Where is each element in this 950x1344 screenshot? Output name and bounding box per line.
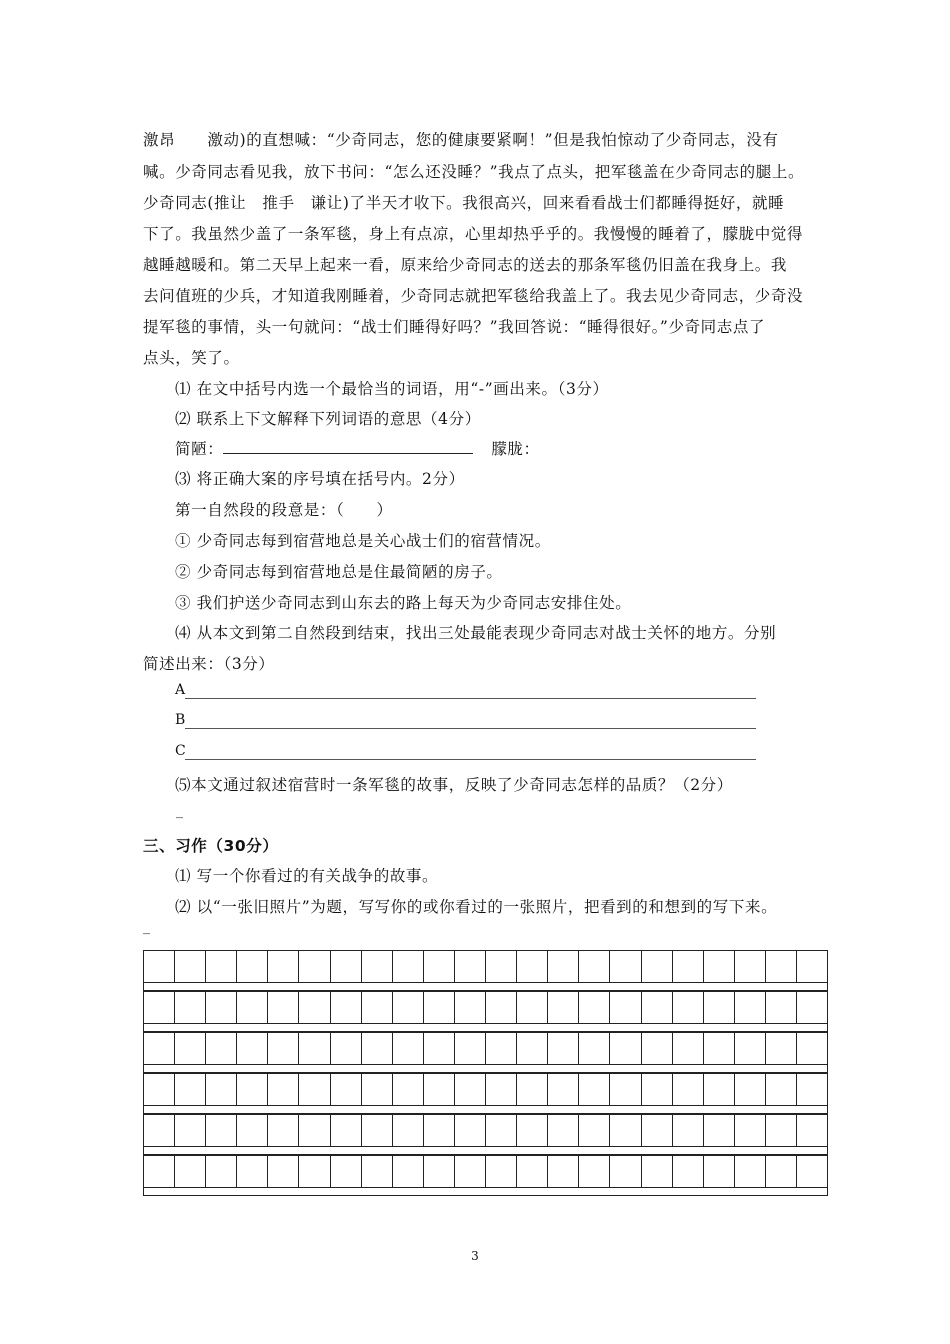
answer-label-a: A (175, 682, 186, 698)
grid-row[interactable] (143, 950, 828, 983)
grid-row[interactable] (143, 1114, 828, 1147)
grid-row[interactable] (143, 991, 828, 1024)
passage-line: 去问值班的少兵，才知道我刚睡着，少奇同志就把军毯给我盖上了。我去见少奇同志，少奇没 (143, 287, 804, 305)
question-3: ⑶ 将正确大案的序号填在括号内。2分） (175, 470, 465, 488)
question-2: ⑵ 联系上下文解释下列词语的意思（4分） (175, 410, 481, 428)
question-3-prompt: 第一自然段的段意是：（ ） (175, 501, 393, 519)
answer-mark: _ (143, 919, 150, 935)
section-3-heading: 三、习作（30分） (143, 837, 279, 855)
passage-line: 激昂 激动)的直想喊：“少奇同志，您的健康要紧啊！”但是我怕惊动了少奇同志，没有 (143, 131, 779, 149)
answer-mark: _ (176, 803, 183, 819)
passage-line: 少奇同志(推让 推手 谦让)了半天才收下。我很高兴，回来看看战士们都睡得挺好，就睡 (143, 194, 785, 212)
grid-row[interactable] (143, 1155, 828, 1188)
option-2: ② 少奇同志每到宿营地总是住最简陋的房子。 (175, 563, 503, 581)
answer-label-b: B (175, 712, 186, 728)
answer-blank-jianlou[interactable] (223, 439, 473, 454)
question-2-words (175, 437, 540, 459)
passage-line: 提军毯的事情，头一句就问：“战士们睡得好吗？”我回答说：“睡得很好。”少奇同志点了 (143, 318, 766, 336)
writing-option-1: ⑴ 写一个你看过的有关战争的故事。 (175, 867, 439, 885)
option-3: ③ 我们护送少奇同志到山东去的路上每天为少奇同志安排住处。 (175, 594, 632, 612)
passage-line: 点头，笑了。 (143, 349, 240, 367)
grid-row[interactable] (143, 1032, 828, 1065)
question-5: ⑸本文通过叙述宿营时一条军毯的故事，反映了少奇同志怎样的品质？（2分） (175, 776, 733, 794)
question-4-line-1: ⑷ 从本文到第二自然段到结束，找出三处最能表现少奇同志对战士关怀的地方。分别 (175, 624, 777, 642)
passage-line: 下了。我虽然少盖了一条军毯，身上有点凉，心里却热乎乎的。我慢慢的睡着了，朦胧中觉得 (143, 225, 804, 243)
question-1: ⑴ 在文中括号内选一个最恰当的词语，用“-”画出来。（3分） (175, 380, 609, 398)
answer-label-c: C (175, 743, 186, 759)
option-1: ① 少奇同志每到宿营地总是关心战士们的宿营情况。 (175, 532, 551, 550)
question-4-line-2: 简述出来：（3分） (143, 655, 275, 673)
word-menglong-label: 朦胧： (491, 440, 540, 458)
writing-option-2: ⑵ 以“一张旧照片”为题，写写你的或你看过的一张照片，把看到的和想到的写下来。 (175, 898, 778, 916)
passage-line: 越睡越暖和。第二天早上起来一看，原来给少奇同志的送去的那条军毯仍旧盖在我身上。我 (143, 256, 788, 274)
word-jianlou-label: 简陋： (175, 440, 224, 458)
page-number: 3 (471, 1249, 479, 1263)
grid-row[interactable] (143, 1073, 828, 1106)
passage-line: 喊。少奇同志看见我，放下书问：“怎么还没睡？”我点了点头，把军毯盖在少奇同志的腿上。 (143, 163, 805, 181)
